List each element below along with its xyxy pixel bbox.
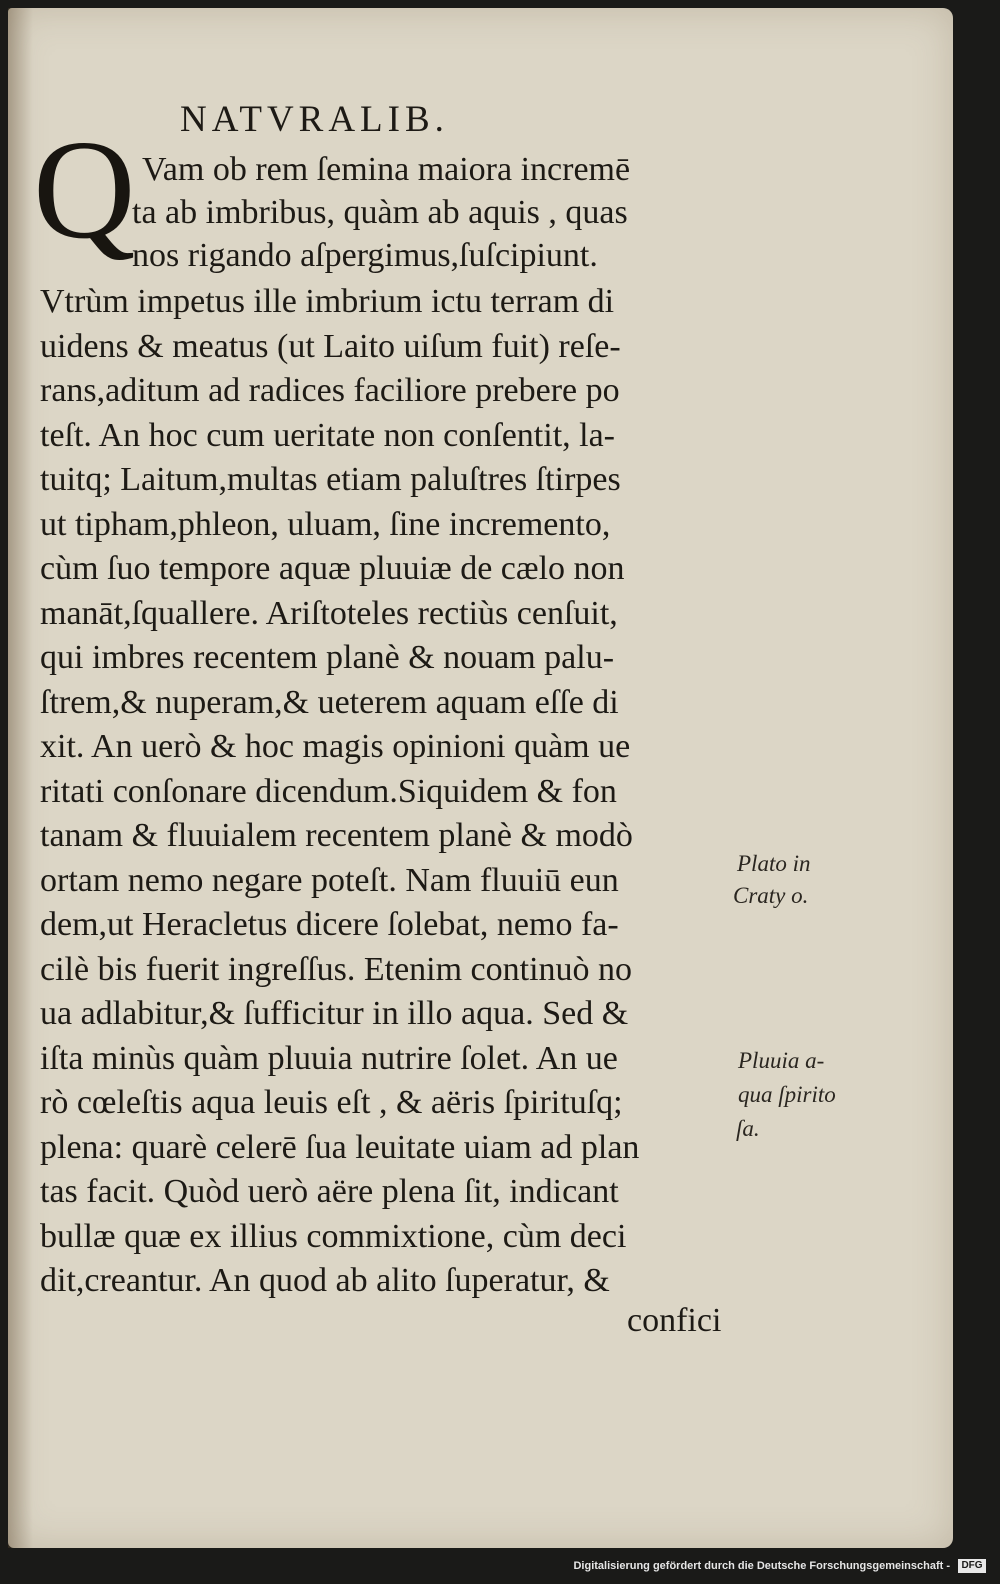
text-line: tanam & fluuialem recentem planè & modò [40, 817, 633, 854]
text-line: iſta minùs quàm pluuia nutrire ſolet. An ue [40, 1040, 618, 1077]
text-line: Vam ob rem ſemina maiora incremē [142, 151, 631, 188]
text-line: plena: quarè celerē ſua leuitate uiam ad plan [40, 1129, 640, 1166]
text-line: dit,creantur. An quod ab alito ſuperatur, & [40, 1262, 610, 1299]
text-line: ut tipham,phleon, uluam, ſine incremento, [40, 506, 611, 543]
text-line: ſtrem,& nuperam,& ueterem aquam eſſe di [40, 684, 619, 721]
text-line: bullæ quæ ex illius commixtione, cùm deci [40, 1218, 627, 1255]
dfg-logo: DFG [958, 1559, 986, 1573]
text-line: xit. An uerò & hoc magis opinioni quàm ue [40, 728, 631, 765]
text-line: Vtrùm impetus ille imbrium ictu terram di [40, 283, 615, 320]
text-line: qui imbres recentem planè & nouam palu- [40, 639, 615, 676]
marginal-note: ſa. [736, 1116, 760, 1141]
marginal-note: Plato in [737, 851, 811, 876]
text-line: teſt. An hoc cum ueritate non conſentit, la- [40, 417, 615, 454]
text-line: cilè bis fuerit ingreſſus. Etenim continuò no [40, 951, 633, 988]
text-line: ortam nemo negare poteſt. Nam fluuiū eun [40, 862, 619, 899]
marginal-note: Craty o. [733, 883, 809, 908]
text-line: ritati conſonare dicendum.Siquidem & fon [40, 773, 617, 810]
drop-cap-initial: Q [33, 110, 136, 268]
text-line: uidens & meatus (ut Laito uiſum fuit) reſe- [40, 328, 621, 365]
running-header: NATVRALIB. [180, 99, 449, 140]
text-line: dem,ut Heracletus dicere ſolebat, nemo fa- [40, 906, 619, 943]
text-line: tas facit. Quòd uerò aëre plena ſit, indicant [40, 1173, 619, 1210]
marginal-note: Pluuia a- [738, 1048, 825, 1073]
marginal-note: qua ſpirito [738, 1082, 836, 1107]
text-line: rò cœleſtis aqua leuis eſt , & aëris ſpirituſq; [40, 1084, 623, 1121]
digitization-credit: Digitalisierung gefördert durch die Deutsche Forschungsgemeinschaft - [573, 1560, 950, 1572]
text-line: nos rigando aſpergimus,ſuſcipiunt. [132, 237, 598, 274]
text-line: cùm ſuo tempore aquæ pluuiæ de cælo non [40, 550, 625, 587]
text-line: tuitq; Laitum,multas etiam paluſtres ſtirpes [40, 461, 621, 498]
catchword: confici [627, 1302, 722, 1339]
text-line: ta ab imbribus, quàm ab aquis , quas [132, 194, 628, 231]
text-line: ua adlabitur,& ſufficitur in illo aqua. Sed & [40, 995, 629, 1032]
text-line: manāt,ſquallere. Ariſtoteles rectiùs cenſuit, [40, 595, 618, 632]
text-line: rans,aditum ad radices faciliore prebere po [40, 372, 620, 409]
